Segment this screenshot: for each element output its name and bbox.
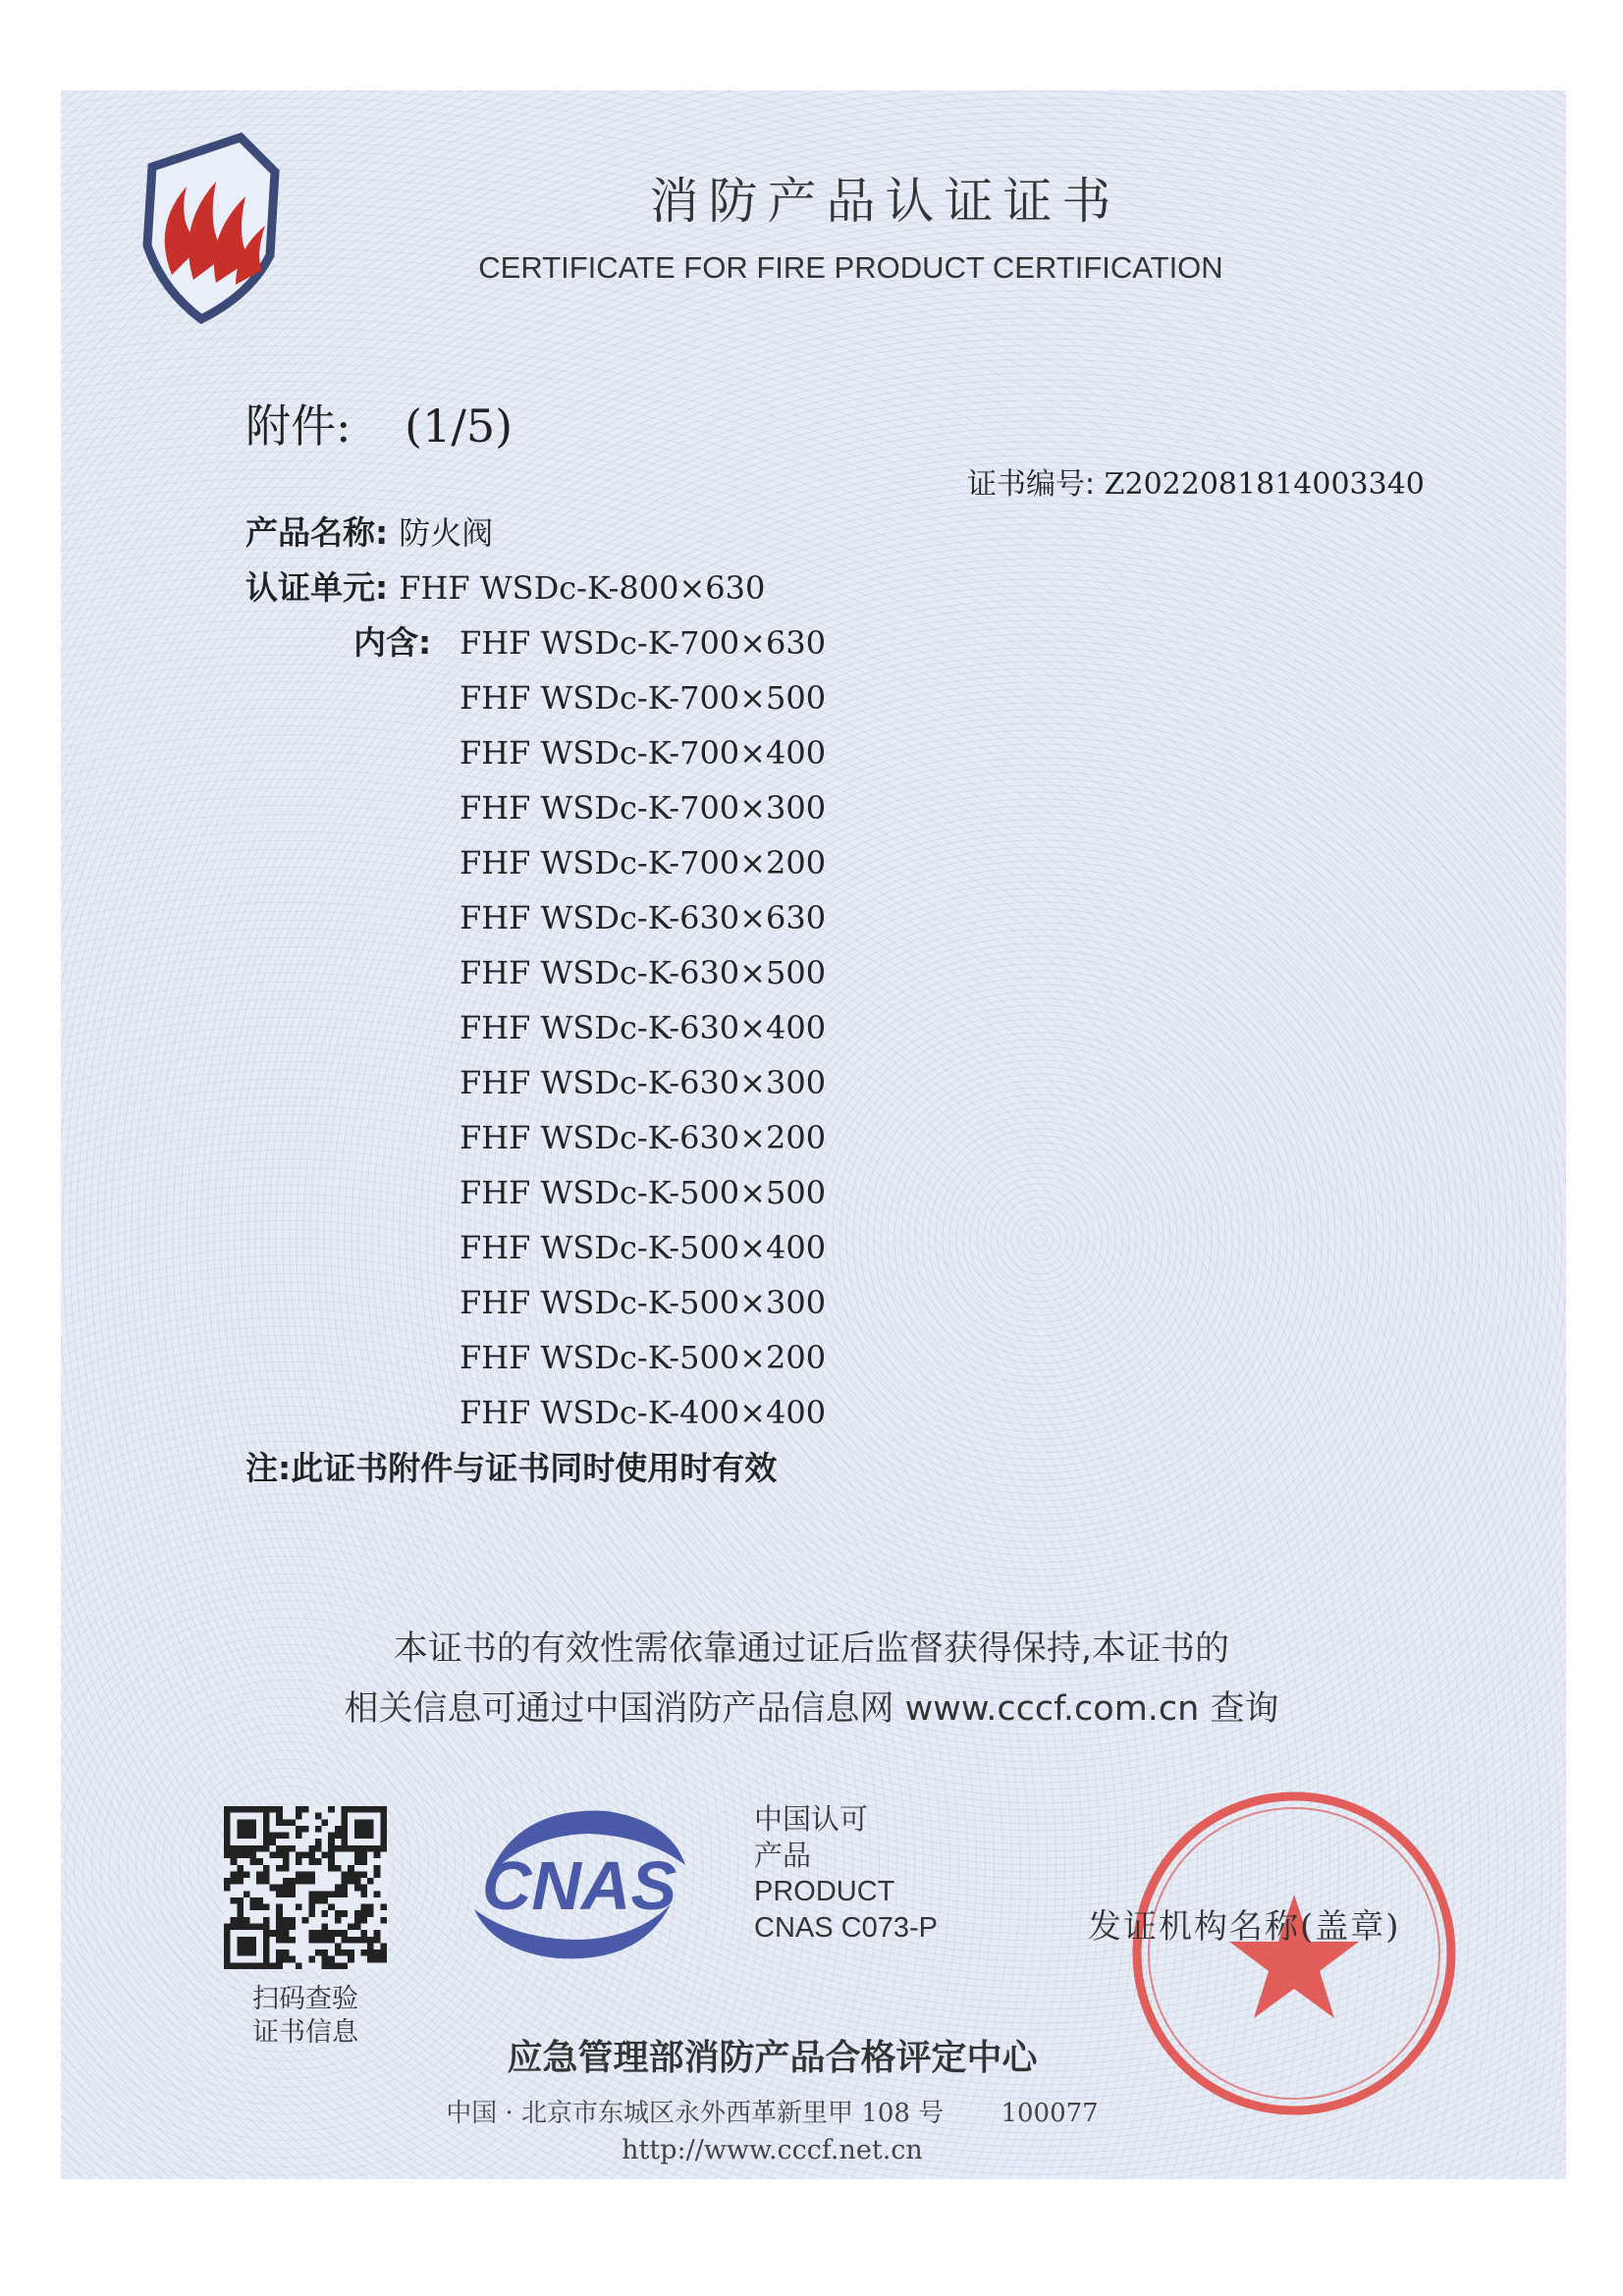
model-item: FHF WSDc-K-700×300 <box>460 789 827 827</box>
model-item: FHF WSDc-K-700×200 <box>460 844 827 881</box>
certificate-number <box>967 459 1425 503</box>
product-name-row <box>245 508 493 558</box>
model-item: FHF WSDc-K-700×500 <box>460 679 827 717</box>
model-item: FHF WSDc-K-630×400 <box>460 1009 827 1046</box>
validity-line-1: 本证书的有效性需依靠通过证后监督获得保持,本证书的 <box>393 1629 1230 1669</box>
cert-unit-row <box>245 563 765 613</box>
validity-note: 注:此证书附件与证书同时使用时有效 <box>245 1449 778 1487</box>
certificate-title-en: CERTIFICATE FOR FIRE PRODUCT CERTIFICATION <box>478 250 1223 285</box>
model-item: FHF WSDc-K-500×400 <box>460 1229 827 1266</box>
qr-caption-line-1: 扫码查验 <box>252 1984 358 2014</box>
cert-unit-value: FHF WSDc-K-800×630 <box>399 569 766 607</box>
product-name-label: 产品名称: <box>245 513 389 552</box>
model-item: FHF WSDc-K-630×630 <box>460 899 827 936</box>
certificate-title-cn: 消防产品认证证书 <box>649 173 1121 230</box>
issuer-postcode: 100077 <box>1001 2099 1099 2128</box>
qr-code-icon[interactable] <box>224 1806 387 1969</box>
model-item: FHF WSDc-K-400×400 <box>460 1394 827 1431</box>
issuer-label: 发证机构名称(盖章) <box>1088 1907 1401 1947</box>
attachment-page: (1/5) <box>405 400 514 453</box>
model-item: FHF WSDc-K-700×630 <box>460 624 827 662</box>
qr-caption-line-2: 证书信息 <box>252 2017 358 2048</box>
cert-unit-label: 认证单元: <box>245 568 389 607</box>
includes-label: 内含: <box>353 623 432 662</box>
model-item: FHF WSDc-K-630×500 <box>460 954 827 991</box>
model-item: FHF WSDc-K-630×300 <box>460 1064 827 1101</box>
model-item: FHF WSDc-K-500×300 <box>460 1284 827 1321</box>
attachment-title: 附件: <box>245 400 352 453</box>
model-item: FHF WSDc-K-500×200 <box>460 1339 827 1376</box>
attachment-label <box>245 391 513 455</box>
cnas-line-3: PRODUCT <box>754 1876 895 1907</box>
cnas-line-4: CNAS C073-P <box>754 1912 938 1944</box>
model-item: FHF WSDc-K-700×400 <box>460 734 827 772</box>
issuer-address-text: 中国 · 北京市东城区永外西革新里甲 108 号 <box>446 2099 945 2128</box>
certificate-number-label: 证书编号: <box>967 467 1096 502</box>
model-item: FHF WSDc-K-630×200 <box>460 1119 827 1156</box>
issuer-website-link[interactable]: http://www.cccf.net.cn <box>622 2135 923 2165</box>
includes-row <box>353 618 431 667</box>
cnas-accreditation-text <box>754 1801 938 1947</box>
issuing-organization: 应急管理部消防产品合格评定中心 <box>507 2038 1038 2078</box>
cnas-logo-text: CNAS <box>481 1847 677 1924</box>
certificate-number-value: Z2022081814003340 <box>1104 467 1425 502</box>
model-item: FHF WSDc-K-500×500 <box>460 1174 827 1211</box>
product-name-value: 防火阀 <box>399 514 494 552</box>
cnas-line-1: 中国认可 <box>754 1802 869 1836</box>
issuer-address <box>0 2093 1623 2129</box>
cnas-logo-icon <box>460 1796 700 1973</box>
validity-line-2: 相关信息可通过中国消防产品信息网 www.cccf.com.cn 查询 <box>344 1689 1279 1729</box>
cnas-line-2: 产品 <box>754 1839 812 1872</box>
